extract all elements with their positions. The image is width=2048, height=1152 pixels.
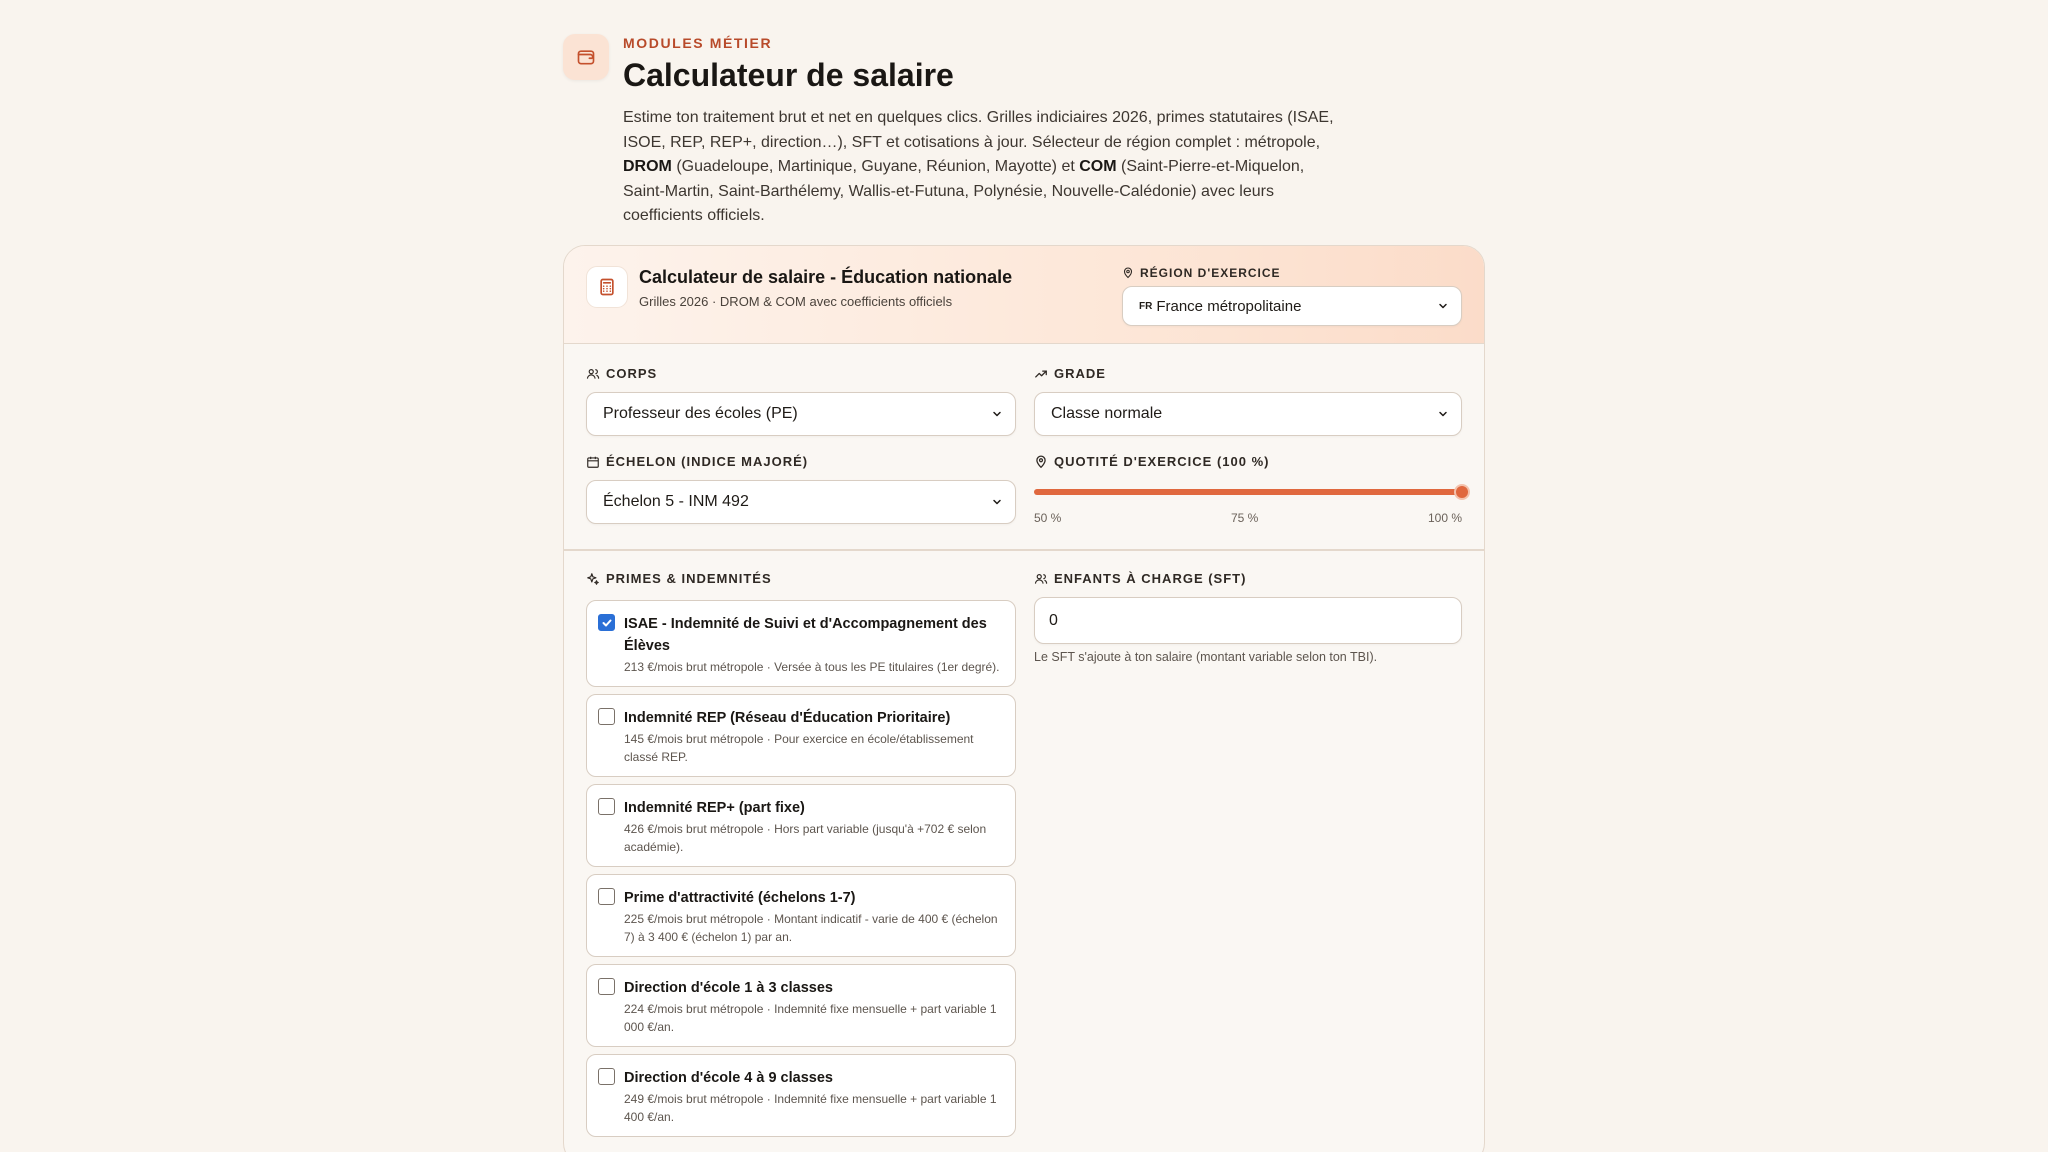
card-header xyxy=(564,246,1484,344)
section-divider xyxy=(564,549,1484,551)
intro-text: Estime ton traitement brut et net en quelques clics. Grilles indiciaires 2026, primes statutaires (ISAE, ISOE, REP, REP+, direction…), SFT et cotisations à jour. Sélecteur de région complet : métropole, DROM (Guadeloupe, Martinique, Guyane, Réunion, Mayotte) et COM (Saint-Pierre-et-Miquelon, Saint-Martin, Saint-Barthélemy, Wallis-et-Futuna, Polynésie, Nouvelle-Calédonie) avec leurs coefficients officiels. xyxy=(623,109,1334,224)
slider-fill xyxy=(1034,489,1462,495)
quotite-label: QUOTITÉ D'EXERCICE (100 %) xyxy=(1034,454,1269,469)
card-title: Calculateur de salaire - Éducation nationale xyxy=(639,267,1013,287)
map-pin-icon xyxy=(1122,267,1134,279)
slider-thumb[interactable] xyxy=(1454,484,1470,500)
prime-title: Prime d'attractivité (échelons 1-7) xyxy=(624,890,856,906)
prime-item[interactable] xyxy=(586,964,1016,1047)
prime-title: Direction d'école 4 à 9 classes xyxy=(624,1070,833,1086)
prime-desc: 213 €/mois brut métropole · Versée à tous les PE titulaires (1er degré). xyxy=(624,660,1000,674)
grade-label: GRADE xyxy=(1034,366,1106,381)
region-select[interactable] xyxy=(1122,286,1462,326)
chevron-down-icon xyxy=(991,408,1003,420)
region-value: France métropolitaine xyxy=(1156,297,1302,315)
prime-title: Indemnité REP (Réseau d'Éducation Prioritaire) xyxy=(624,710,951,726)
chevron-down-icon xyxy=(1437,408,1449,420)
checkbox[interactable] xyxy=(598,1068,615,1085)
page-title: Calculateur de salaire xyxy=(623,57,954,93)
prime-title: Indemnité REP+ (part fixe) xyxy=(624,800,805,816)
prime-title: ISAE - Indemnité de Suivi et d'Accompagnement des Élèves xyxy=(624,616,987,654)
corps-select[interactable] xyxy=(586,392,1016,436)
slider-ticks xyxy=(1034,511,1462,525)
echelon-label: ÉCHELON (INDICE MAJORÉ) xyxy=(586,454,808,469)
checkbox[interactable] xyxy=(598,614,615,631)
grade-select[interactable] xyxy=(1034,392,1462,436)
prime-desc: 224 €/mois brut métropole · Indemnité fixe mensuelle + part variable 1 000 €/an. xyxy=(624,1002,997,1034)
chevron-down-icon xyxy=(991,496,1003,508)
primes-list xyxy=(586,600,1016,1144)
children-label: ENFANTS À CHARGE (SFT) xyxy=(1034,571,1246,586)
corps-label: CORPS xyxy=(586,366,657,381)
sparkles-icon xyxy=(586,572,600,586)
chevron-down-icon xyxy=(1437,300,1449,312)
grade-value: Classe normale xyxy=(1051,405,1163,422)
prime-desc: 225 €/mois brut métropole · Montant indicatif - varie de 400 € (échelon 7) à 3 400 € (échelon 1) par an. xyxy=(624,912,998,944)
prime-desc: 426 €/mois brut métropole · Hors part variable (jusqu'à +702 € selon académie). xyxy=(624,822,987,854)
wallet-icon xyxy=(563,34,609,80)
slider-tick: 75 % xyxy=(1230,511,1259,525)
echelon-select[interactable] xyxy=(586,480,1016,524)
users-icon xyxy=(586,367,600,381)
checkbox[interactable] xyxy=(598,798,615,815)
region-label: RÉGION D'EXERCICE xyxy=(1122,266,1281,280)
echelon-value: Échelon 5 - INM 492 xyxy=(603,493,749,510)
children-value: 0 xyxy=(1049,611,1058,629)
prime-item[interactable] xyxy=(586,784,1016,867)
prime-title: Direction d'école 1 à 3 classes xyxy=(624,980,833,996)
corps-value: Professeur des écoles (PE) xyxy=(603,405,798,422)
prime-desc: 249 €/mois brut métropole · Indemnité fixe mensuelle + part variable 1 400 €/an. xyxy=(624,1092,997,1124)
prime-item[interactable] xyxy=(586,694,1016,777)
checkbox[interactable] xyxy=(598,978,615,995)
prime-item[interactable] xyxy=(586,1054,1016,1137)
slider-tick: 100 % xyxy=(1427,511,1462,525)
children-input[interactable] xyxy=(1034,597,1462,644)
children-note: Le SFT s'ajoute à ton salaire (montant variable selon ton TBI). xyxy=(1034,650,1378,664)
checkbox[interactable] xyxy=(598,708,615,725)
prime-desc: 145 €/mois brut métropole · Pour exercice en école/établissement classé REP. xyxy=(624,732,974,764)
primes-label: PRIMES & INDEMNITÉS xyxy=(586,571,772,586)
card-subtitle: Grilles 2026 · DROM & COM avec coefficients officiels xyxy=(639,294,953,309)
flag-code: FR xyxy=(1139,300,1153,312)
eyebrow: MODULES MÉTIER xyxy=(623,35,773,51)
calendar-icon xyxy=(586,455,600,469)
quotite-slider[interactable] xyxy=(1034,489,1462,495)
map-pin-icon xyxy=(1034,455,1048,469)
prime-item[interactable] xyxy=(586,874,1016,957)
salary-calculator-card xyxy=(563,245,1485,1152)
users-icon xyxy=(1034,572,1048,586)
check-icon xyxy=(601,617,613,629)
prime-item[interactable] xyxy=(586,600,1016,687)
slider-tick: 50 % xyxy=(1034,511,1062,525)
calculator-icon xyxy=(586,266,628,308)
checkbox[interactable] xyxy=(598,888,615,905)
trending-up-icon xyxy=(1034,367,1048,381)
